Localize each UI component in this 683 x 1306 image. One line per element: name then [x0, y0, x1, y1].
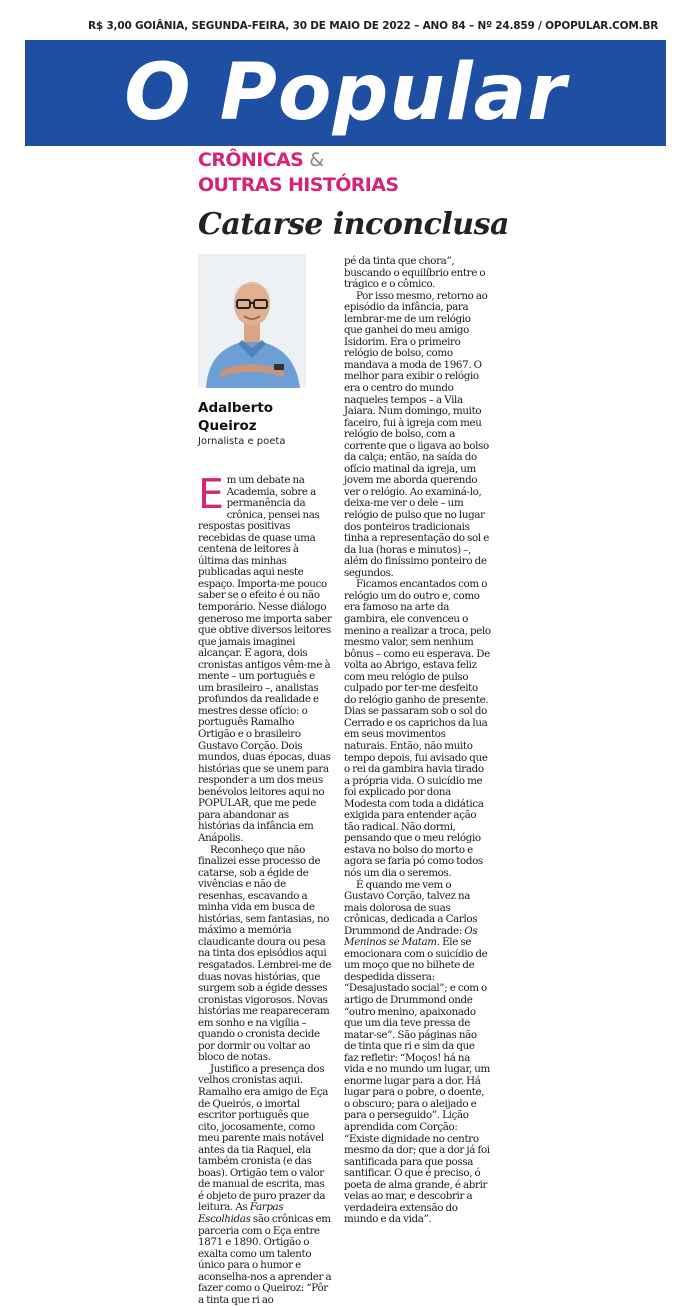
- author-photo: [198, 254, 306, 388]
- paragraph-3-text-b: são crônicas em parceria com o Eça entre 1871 e 1890. Ortigão o exalta como um talento único para o humor e aconselha-nos a aprender a fazer como o Queiroz: “Pôr a tinta que ri ao: [198, 1213, 332, 1306]
- paragraph-5: Ficamos encantados com o relógio um do outro e, como era famoso na arte da gambira, ele convenceu o menino a realizar a troca, pelo mesmo valor, sem nenhum bônus – como eu esperava. De volta ao Abrigo, estava feliz com meu relógio de pulso culpado por ter-me desfeito do relógio ganho de presente. Dias se passaram sob o sol do Cerrado e os caprichos da lua em seus movimentos naturais. Então, não muito tempo depois, fui avisado que o rei da gambira havia tirado a própria vida. O suicídio me foi explicado por dona Modesta com toda a didática exigida para entender ação tão radical. Não dormi, pensando que o meu relógio estava no bolso do morto e agora se faria pó como todos nós um dia o seremos.: [344, 578, 491, 879]
- drop-cap: E: [198, 470, 224, 518]
- author-first-name: Adalberto: [198, 400, 274, 416]
- paragraph-3-text-a: Justifico a presença dos velhos cronistas aqui. Ramalho era amigo de Eça de Queirós, o imortal escritor português que cito, jocosamente, como meu parente mais notável antes da tia Raquel, ela também cronista (e das boas). Ortigão tem o valor de manual de escrita, mas é objeto de puro prazer da leitura. As: [198, 1062, 329, 1214]
- section-line2: OUTRAS HISTÓRIAS: [198, 174, 399, 196]
- masthead[interactable]: [25, 40, 666, 146]
- article-column-1: [198, 470, 332, 1306]
- paragraph-4: Por isso mesmo, retorno ao episódio da infância, para lembrar-me de um relógio que ganhei do meu amigo Isidorim. Era o primeiro relógio de bolso, como mandava a moda de 1967. O melhor para exibir o relógio era o centro do mundo naqueles tempos – a Vila Jaiara. Num domingo, muito faceiro, fui à igreja com meu relógio de bolso, com a corrente que o ligava ao bolso da calça; então, na saída do ofício matinal da igreja, um jovem me aborda querendo ver o relógio. Ao examiná-lo, deixa-me ver o dele – um relógio de pulso que no lugar dos ponteiros tradicionais tinha a representação do sol e da lua (horas e minutos) –, além do finíssimo ponteiro de segundos.: [344, 289, 490, 579]
- article-column-2: [344, 256, 491, 1226]
- author-portrait-icon: [198, 254, 306, 388]
- newspaper-logo: O Popular: [124, 48, 567, 138]
- paragraph-3-book-title: Farpas Escolhidas: [198, 1201, 284, 1225]
- section-label: [198, 148, 398, 198]
- section-line1: CRÔNICAS: [198, 149, 304, 171]
- paragraph-3-continued: pé da tinta que chora”, buscando o equilíbrio entre o trágico e o cômico.: [344, 255, 486, 291]
- paragraph-1: [198, 470, 332, 845]
- section-amp: &: [309, 149, 324, 171]
- paragraph-6: [344, 880, 491, 1226]
- article-headline: Catarse inconclusa: [198, 207, 509, 242]
- author-name: [198, 399, 273, 435]
- paragraph-1-text: m um debate na Academia, sobre a permanência da crônica, pensei nas respostas positivas recebidas de quase uma centena de leitores à última das minhas publicadas aqui neste espaço. Importa-me pouco saber se o efeito é ou não temporário. Nesse diálogo generoso me importa saber que obtive diversos leitores que jamais imaginei alcançar. E agora, dois cronistas antigos vêm-me à mente – um português e um brasileiro –, analistas profundos da realidade e mestres desse ofício: o português Ramalho Ortigão e o brasileiro Gustavo Corção. Dois mundos, duas épocas, duas histórias que se unem para responder a um dos meus benévolos leitores aqui no POPULAR, que me pede para abandonar as histórias da infância em Anápolis.: [198, 474, 332, 844]
- paragraph-6-chronicle-title: Os Meninos se Matam: [344, 924, 478, 949]
- paragraph-6-text-b: . Ele se emocionara com o suicídio de um moço que no bilhete de despedida dissera: “Desajustado social”; e com o artigo de Drummond onde “outro menino, apaixonado que um dia teve pressa de matar-se”. São páginas não de tinta que ri e sim da que faz refletir: “Moços! há na vida e no mundo um lugar, um enorme lugar para a dor. Há lugar para o pobre, o doente, o obscuro; para o aleijado e para o perseguido”. Lição aprendida com Corção: “Existe dignidade no centro mesmo da dor; que a dor já foi santificada para que possa santificar. O que é preciso, ó poeta de alma grande, é abrir velas ao mar, e descobrir a verdadeira extensão do mundo e da vida”.: [344, 936, 490, 1226]
- author-last-name: Queiroz: [198, 418, 257, 434]
- paragraph-2: Reconheço que não finalizei esse processo de catarse, sob a égide de vivências e não de resenhas, escavando a minha vida em busca de histórias, sem fantasias, no máximo a memória claudicante doura ou pesa na tinta dos episódios aqui resgatados. Lembrei-me de duas novas histórias, que surgem sob a égide desses cronistas vigorosos. Novas histórias me reapareceram em sonho e na vigília – quando o cronista decide por dormir ou voltar ao bloco de notas.: [198, 843, 332, 1064]
- dateline: R$ 3,00 GOIÂNIA, SEGUNDA-FEIRA, 30 DE MAIO DE 2022 – ANO 84 – Nº 24.859 / OPOPULAR.COM.BR: [88, 20, 659, 32]
- author-role: Jornalista e poeta: [198, 436, 286, 447]
- paragraph-3: [198, 1064, 332, 1306]
- paragraph-6-text-a: É quando me vem o Gustavo Corção, talvez na mais dolorosa de suas crônicas, dedicada a Carlos Drummond de Andrade:: [344, 878, 478, 937]
